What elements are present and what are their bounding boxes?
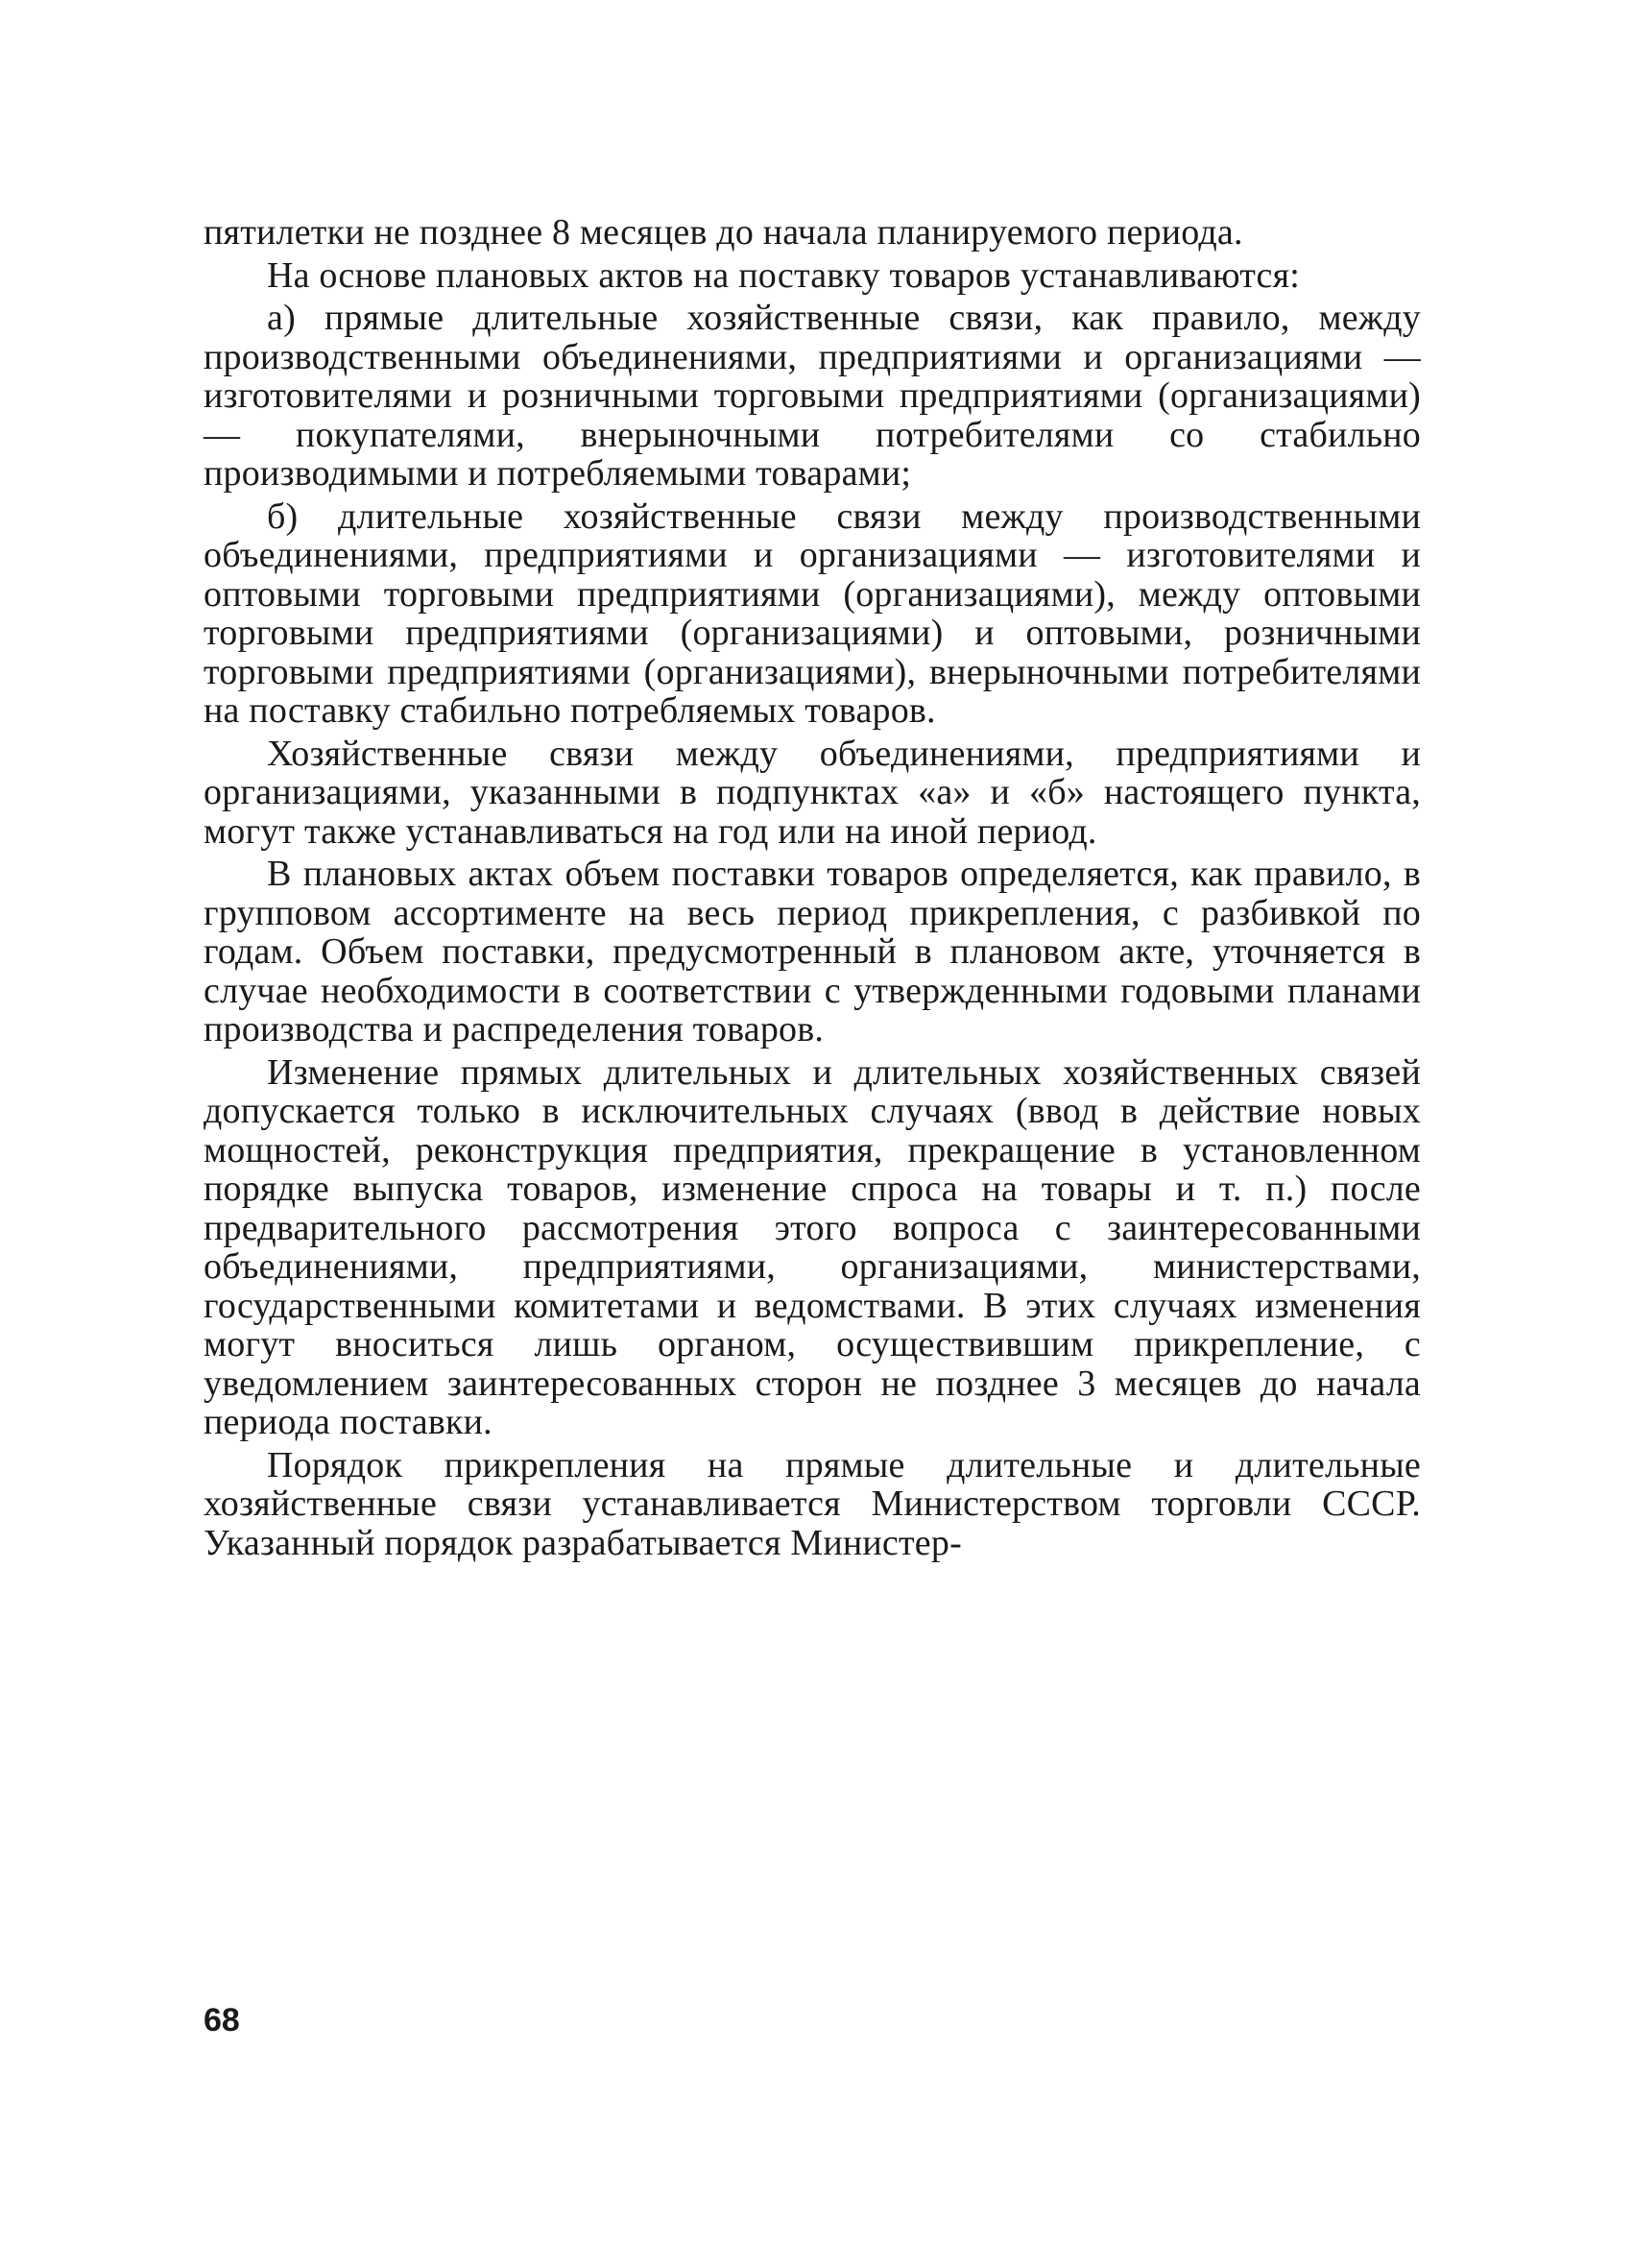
paragraph-economic-ties: Хозяйственные связи между объединениями, предприятиями и организациями, указанными в подпунктах «а» и «б» настоящего пункта, могут также устанавливаться на год или на иной период. (204, 733, 1421, 852)
page-number: 68 (204, 2002, 240, 2039)
paragraph-item-b: б) длительные хозяйственные связи между производственными объединениями, предприятиями и организациями — изготовителями и оптовыми торговыми предприятиями (организациями), между оптовыми торговыми предприятиями (организациями) и оптовыми, розничными торговыми предприятиями (организациями), внерыночными потребителями на поставку стабильно потребляемых товаров. (204, 495, 1421, 731)
paragraph-delivery-volume: В плановых актах объем поставки товаров определяется, как правило, в групповом ассортименте на весь период прикрепления, с разбивкой по годам. Объем поставки, предусмотренный в плановом акте, уточняется в случае необходимости в соответствии с утвержденными годовыми планами производства и распределения товаров. (204, 854, 1421, 1050)
paragraph-planned-acts: На основе плановых актов на поставку товаров устанавливаются: (267, 254, 1301, 296)
paragraph-item-a: а) прямые длительные хозяйственные связи, как правило, между производственными объединениями, предприятиями и организациями — изготовителями и розничными торговыми предприятиями (организациями) — покупателями, внерыночными потребителями со стабильно производимыми и потребляемыми товарами; (204, 298, 1421, 494)
paragraph-attachment-procedure: Порядок прикрепления на прямые длительные и длительные хозяйственные связи устанавливается Министерством торговли СССР. Указанный порядок разрабатывается Министер- (204, 1444, 1421, 1563)
paragraph-continuation: пятилетки не позднее 8 месяцев до начала планируемого периода. (204, 212, 1243, 253)
paragraph-changes: Изменение прямых длительных и длительных хозяйственных связей допускается только в исключительных случаях (ввод в действие новых мощностей, реконструкция предприятия, прекращение в установленном порядке выпуска товаров, изменение спроса на товары и т. п.) после предварительного рассмотрения этого вопроса с заинтересованными объединениями, предприятиями, организациями, министерствами, государственными комитетами и ведомствами. В этих случаях изменения могут вноситься лишь органом, осуществившим прикрепление, с уведомлением заинтересованных сторон не позднее 3 месяцев до начала периода поставки. (204, 1051, 1421, 1442)
document-page (204, 213, 1421, 1562)
